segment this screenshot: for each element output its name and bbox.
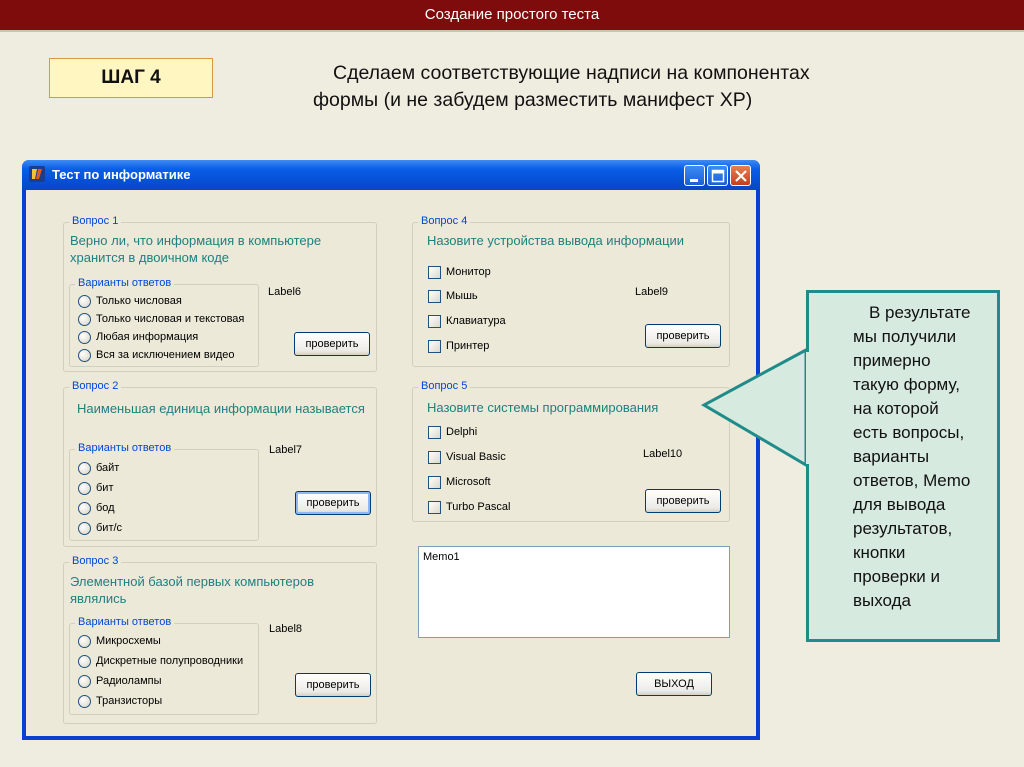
radio-option[interactable] bbox=[78, 693, 162, 709]
result-label: Label7 bbox=[269, 444, 303, 456]
callout-line: варианты bbox=[853, 447, 930, 466]
radio-icon bbox=[78, 695, 91, 708]
option-label: Дискретные полупроводники bbox=[96, 655, 244, 667]
callout-text bbox=[853, 301, 998, 613]
option-label: байт bbox=[96, 462, 120, 474]
checkbox-option[interactable] bbox=[428, 499, 510, 515]
option-label: Visual Basic bbox=[446, 451, 506, 463]
radio-icon bbox=[78, 675, 91, 688]
result-label: Label8 bbox=[269, 623, 303, 635]
radio-option[interactable] bbox=[78, 653, 243, 669]
callout-line: такую форму, bbox=[853, 375, 960, 394]
heading-line-2: формы (и не забудем разместить манифест XP) bbox=[313, 89, 753, 111]
question-text: Верно ли, что информация в компьютере хранится в двоичном коде bbox=[70, 233, 322, 265]
checkbox-icon bbox=[428, 315, 441, 328]
callout-line: мы получили bbox=[853, 327, 957, 346]
window-title: Тест по информатике bbox=[52, 167, 191, 182]
minimize-button[interactable] bbox=[684, 165, 705, 186]
window-titlebar[interactable] bbox=[22, 160, 760, 190]
callout-line: кнопки bbox=[853, 543, 906, 562]
option-label: Транзисторы bbox=[96, 695, 163, 707]
option-label: бит bbox=[96, 482, 114, 494]
minimize-icon bbox=[685, 166, 706, 187]
radio-option[interactable] bbox=[78, 347, 235, 363]
radio-option[interactable] bbox=[78, 480, 113, 496]
option-label: Мышь bbox=[446, 290, 478, 302]
option-label: Turbo Pascal bbox=[446, 501, 511, 513]
checkbox-option[interactable] bbox=[428, 449, 506, 465]
radio-option[interactable] bbox=[78, 500, 115, 516]
callout-line: результатов, bbox=[853, 519, 953, 538]
radio-icon bbox=[78, 655, 91, 668]
maximize-button[interactable] bbox=[707, 165, 728, 186]
title-divider bbox=[0, 30, 1024, 32]
option-label: Принтер bbox=[446, 340, 490, 352]
checkbox-icon bbox=[428, 266, 441, 279]
radio-icon bbox=[78, 635, 91, 648]
callout-line: проверки и bbox=[853, 567, 941, 586]
radio-option[interactable] bbox=[78, 673, 162, 689]
callout-line: ответов, Memo bbox=[853, 471, 971, 490]
question-group-2 bbox=[63, 380, 377, 547]
question-group-4 bbox=[412, 215, 730, 367]
question-group-3 bbox=[63, 555, 377, 724]
checkbox-icon bbox=[428, 340, 441, 353]
answer-options-group bbox=[69, 616, 259, 715]
callout-box bbox=[806, 290, 1000, 642]
option-label: Любая информация bbox=[96, 331, 199, 343]
question-text: Наименьшая единица информации называется bbox=[77, 401, 365, 416]
radio-icon bbox=[78, 502, 91, 515]
radio-option[interactable] bbox=[78, 293, 182, 309]
option-label: Вся за исключением видео bbox=[96, 349, 235, 361]
option-label: Микросхемы bbox=[96, 635, 161, 647]
answer-options-group bbox=[69, 442, 259, 541]
test-window bbox=[22, 160, 760, 740]
options-caption: Варианты ответов bbox=[75, 616, 174, 628]
question-group-1 bbox=[63, 215, 377, 372]
radio-option[interactable] bbox=[78, 329, 198, 345]
checkbox-icon bbox=[428, 501, 441, 514]
check-button[interactable]: проверить bbox=[645, 489, 721, 513]
question-group-5 bbox=[412, 380, 730, 522]
exit-button[interactable]: ВЫХОД bbox=[636, 672, 712, 696]
question-text: Элементной базой первых компьютеров являлись bbox=[70, 574, 315, 606]
option-label: Microsoft bbox=[446, 476, 491, 488]
radio-icon bbox=[78, 522, 91, 535]
result-label: Label6 bbox=[268, 286, 302, 298]
radio-option[interactable] bbox=[78, 520, 122, 536]
options-caption: Варианты ответов bbox=[75, 277, 174, 289]
callout-line: для вывода bbox=[853, 495, 946, 514]
check-button[interactable]: проверить bbox=[645, 324, 721, 348]
check-button[interactable]: проверить bbox=[295, 491, 371, 515]
radio-icon bbox=[78, 349, 91, 362]
callout-line: на которой bbox=[853, 399, 939, 418]
checkbox-icon bbox=[428, 451, 441, 464]
question-text: Назовите устройства вывода информации bbox=[427, 233, 685, 248]
question-caption: Вопрос 2 bbox=[69, 380, 121, 392]
callout-line: В результате bbox=[869, 303, 971, 322]
checkbox-option[interactable] bbox=[428, 264, 491, 280]
radio-option[interactable] bbox=[78, 633, 161, 649]
question-caption: Вопрос 4 bbox=[418, 215, 470, 227]
close-button[interactable] bbox=[730, 165, 751, 186]
check-button[interactable]: проверить bbox=[295, 673, 371, 697]
radio-option[interactable] bbox=[78, 311, 244, 327]
option-label: Только числовая bbox=[96, 295, 182, 307]
checkbox-option[interactable] bbox=[428, 474, 491, 490]
step-label: ШАГ 4 bbox=[49, 58, 213, 98]
delphi-icon bbox=[28, 165, 46, 183]
option-label: Монитор bbox=[446, 266, 491, 278]
result-label: Label10 bbox=[643, 448, 683, 460]
result-label: Label9 bbox=[635, 286, 669, 298]
checkbox-icon bbox=[428, 426, 441, 439]
checkbox-option[interactable] bbox=[428, 338, 489, 354]
question-caption: Вопрос 1 bbox=[69, 215, 121, 227]
radio-icon bbox=[78, 462, 91, 475]
option-label: Delphi bbox=[446, 426, 478, 438]
options-caption: Варианты ответов bbox=[75, 442, 174, 454]
slide-heading bbox=[313, 60, 913, 114]
callout-joint bbox=[806, 352, 810, 464]
checkbox-option[interactable] bbox=[428, 424, 477, 440]
option-label: Только числовая и текстовая bbox=[96, 313, 245, 325]
check-button[interactable]: проверить bbox=[294, 332, 370, 356]
radio-icon bbox=[78, 313, 91, 326]
answer-options-group bbox=[69, 277, 259, 367]
slide-title: Создание простого теста bbox=[0, 0, 1024, 30]
question-caption: Вопрос 3 bbox=[69, 555, 121, 567]
checkbox-icon bbox=[428, 290, 441, 303]
callout-line: есть вопросы, bbox=[853, 423, 965, 442]
option-label: бод bbox=[96, 502, 115, 514]
question-text: Назовите системы программирования bbox=[427, 400, 659, 415]
checkbox-icon bbox=[428, 476, 441, 489]
option-label: Радиолампы bbox=[96, 675, 162, 687]
window-client-area bbox=[26, 190, 756, 736]
radio-icon bbox=[78, 295, 91, 308]
memo-field[interactable]: Memo1 bbox=[418, 546, 730, 638]
option-label: Клавиатура bbox=[446, 315, 506, 327]
checkbox-option[interactable] bbox=[428, 313, 506, 329]
callout-line: выхода bbox=[853, 591, 912, 610]
option-label: бит/с bbox=[96, 522, 123, 534]
heading-line-1: Сделаем соответствующие надписи на компонентах bbox=[333, 62, 810, 84]
maximize-icon bbox=[708, 166, 729, 187]
radio-icon bbox=[78, 331, 91, 344]
callout-line: примерно bbox=[853, 351, 931, 370]
radio-icon bbox=[78, 482, 91, 495]
checkbox-option[interactable] bbox=[428, 288, 478, 304]
radio-option[interactable] bbox=[78, 460, 119, 476]
question-caption: Вопрос 5 bbox=[418, 380, 470, 392]
close-icon bbox=[731, 166, 752, 187]
